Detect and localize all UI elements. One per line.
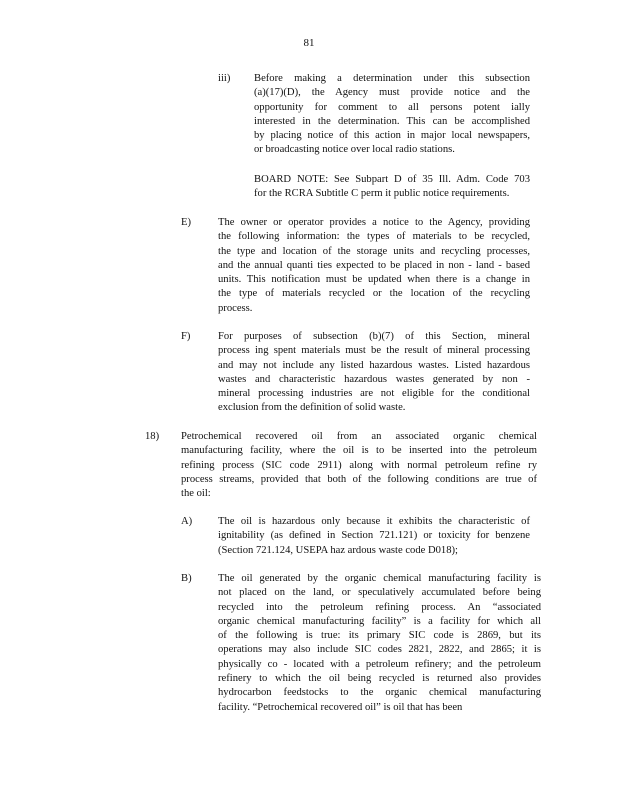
text-line: Before making a determination under this subsection: [254, 73, 530, 84]
text-line: or broadcasting notice over local radio stations.: [254, 144, 455, 156]
text-line: process.: [218, 302, 253, 314]
text-line: physically co - located with a petroleum refinery; and the petroleum: [218, 658, 541, 670]
text-line: The oil generated by the organic chemical manufacturing facility is: [218, 573, 541, 584]
paragraph-18: [0, 430, 618, 504]
text-line: and the annual quanti ties expected to be placed in non - land - based: [218, 259, 530, 271]
text-line: For purposes of subsection (b)(7) of this Section, mineral: [218, 331, 530, 342]
text-line: wastes and characteristic hazardous wastes generated by non -: [218, 373, 530, 385]
text-line: process ing spent materials must be the result of mineral processing: [218, 345, 530, 357]
paragraph-text: [218, 330, 530, 416]
paragraph-iii: [0, 72, 618, 162]
text-line: units. This notification must be updated when there is a change in: [218, 274, 530, 286]
paragraph-text: [218, 515, 530, 558]
paragraph-label: 18): [145, 431, 160, 442]
text-line: (a)(17)(D), the Agency must provide notice and the: [254, 87, 530, 99]
text-line: (Section 721.124, USEPA haz ardous waste code D018);: [218, 544, 458, 556]
text-line: the type and location of the storage units and recycling processes,: [218, 245, 530, 257]
paragraph-18-B: [0, 572, 618, 718]
text-line: the following information: the types of materials to be recycled,: [218, 231, 530, 243]
paragraph-text: [254, 72, 530, 158]
text-line: hydrocarbon feedstocks to the organic chemical manufacturing: [218, 687, 541, 699]
text-line: of the following is true: its primary SIC code is 2869, but its: [218, 630, 541, 642]
paragraph-label: B): [181, 573, 192, 584]
text-line: The oil is hazardous only because it exhibits the characteristic of: [218, 516, 530, 527]
paragraph-label: A): [181, 516, 193, 527]
paragraph-text: [181, 430, 537, 501]
text-line: manufacturing facility, where the oil is to be inserted into the petroleum: [181, 445, 537, 457]
paragraph-text: [218, 572, 541, 715]
text-line: opportunity for comment to all persons potent ially: [254, 101, 530, 113]
text-line: interested in the determination. This can be accomplished: [254, 115, 530, 127]
text-line: organic chemical manufacturing facility” is a facility for which all: [218, 615, 541, 627]
text-line: recycled into the petroleum refining process. An “associated: [218, 601, 541, 613]
text-line: and may not include any listed hazardous wastes. Listed hazardous: [218, 359, 530, 371]
text-line: facility. “Petrochemical recovered oil” is oil that has been: [218, 701, 463, 713]
text-line: refining process (SIC code 2911) along with normal petroleum refine ry: [181, 459, 537, 471]
text-line: mineral processing industries are not eligible for the conditional: [218, 388, 530, 400]
paragraph-18-A: [0, 515, 618, 561]
paragraph-F: [0, 330, 618, 418]
board-note: [0, 173, 618, 203]
text-line: by placing notice of this action in major local newspapers,: [254, 130, 530, 142]
text-line: The owner or operator provides a notice to the Agency, providing: [218, 217, 530, 228]
text-line: not placed on the land, or speculatively accumulated before being: [218, 587, 541, 599]
text-line: process streams, provided that both of the following conditions are true of: [181, 473, 537, 485]
paragraph-label: E): [181, 217, 191, 228]
page-number: 81: [303, 37, 315, 49]
text-line: operations may also include SIC codes 2821, 2822, and 2865; it is: [218, 644, 541, 656]
text-line: for the RCRA Subtitle C perm it public notice requirements.: [254, 188, 510, 200]
board-note-text: [254, 173, 530, 202]
text-line: refinery to which the oil being recycled is returned also provides: [218, 673, 541, 685]
text-line: the oil:: [181, 488, 211, 500]
text-line: ignitability (as defined in Section 721.121) or toxicity for benzene: [218, 530, 530, 542]
text-line: exclusion from the definition of solid waste.: [218, 402, 406, 414]
text-line: the type of materials recycled or the location of the recycling: [218, 288, 530, 300]
text-line: BOARD NOTE: See Subpart D of 35 Ill. Adm. Code 703: [254, 174, 530, 185]
paragraph-E: [0, 216, 618, 318]
paragraph-label: F): [181, 331, 191, 342]
paragraph-text: [218, 216, 530, 316]
paragraph-label: iii): [218, 73, 231, 84]
text-line: Petrochemical recovered oil from an associated organic chemical: [181, 431, 537, 442]
